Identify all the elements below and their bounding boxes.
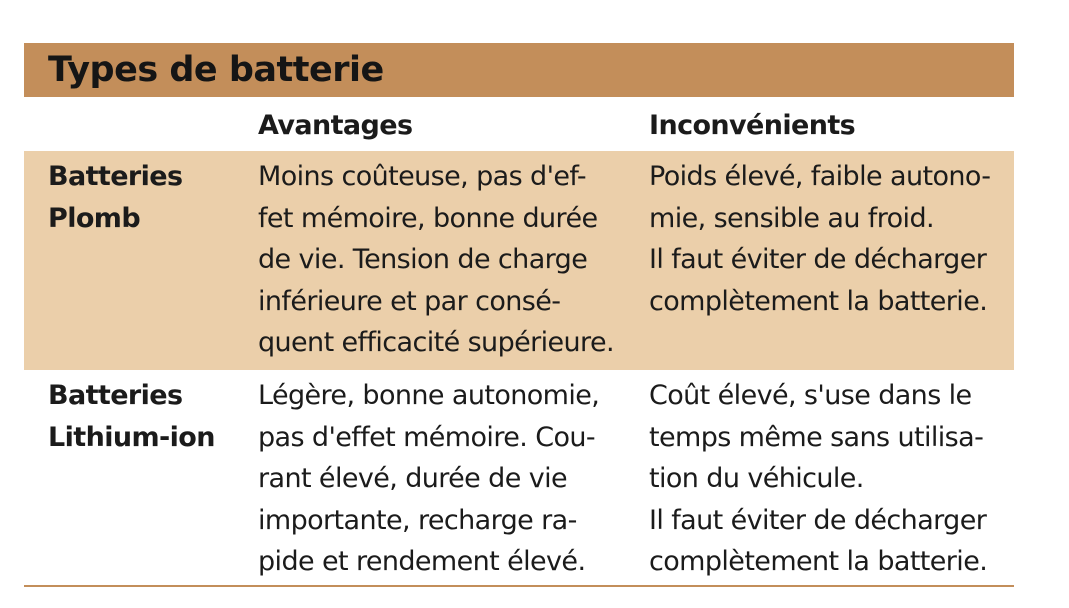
text-line: Il faut éviter de décharger [649,504,987,536]
text-line: mie, sensible au froid. [649,202,934,234]
row-label-line: Batteries [48,380,183,411]
text-line: temps même sans utilisa- [649,421,984,453]
header-disadvantages: Inconvénients [649,110,856,141]
text-line: inférieure et par consé- [258,285,561,317]
text-line: rant élevé, durée de vie [258,463,567,494]
lithium-disadvantages-cell [649,375,987,583]
battery-types-table [24,43,1014,587]
text-line: importante, recharge ra- [258,504,577,536]
table-row-lead-battery [24,151,1014,370]
row-label-lithium [48,375,215,458]
text-line: Il faut éviter de décharger [649,244,987,275]
row-label-line: Plomb [48,202,141,234]
text-line: Poids élevé, faible autono- [649,161,991,192]
text-line: quent efficacité supérieure. [258,327,614,358]
text-line: pide et rendement élevé. [258,546,586,577]
row-label-line: Batteries [48,161,183,192]
table-row-lithium-battery [24,370,1014,587]
text-line: complètement la batterie. [649,285,988,317]
table-header-row [24,97,1014,151]
lead-disadvantages-cell [649,156,990,322]
text-line: Légère, bonne autonomie, [258,380,600,411]
text-line: Moins coûteuse, pas d'ef- [258,161,586,192]
table-title: Types de batterie [24,43,1014,97]
lithium-advantages-cell [258,375,599,583]
text-line: complètement la batterie. [649,546,988,577]
text-line: Coût élevé, s'use dans le [649,380,972,411]
row-label-line: Lithium-ion [48,421,215,453]
text-line: tion du véhicule. [649,463,864,494]
row-label-lead [48,156,182,239]
lead-advantages-cell [258,156,614,364]
text-line: pas d'effet mémoire. Cou- [258,421,596,453]
text-line: fet mémoire, bonne durée [258,202,598,234]
text-line: de vie. Tension de charge [258,244,588,275]
header-advantages: Avantages [258,110,413,141]
